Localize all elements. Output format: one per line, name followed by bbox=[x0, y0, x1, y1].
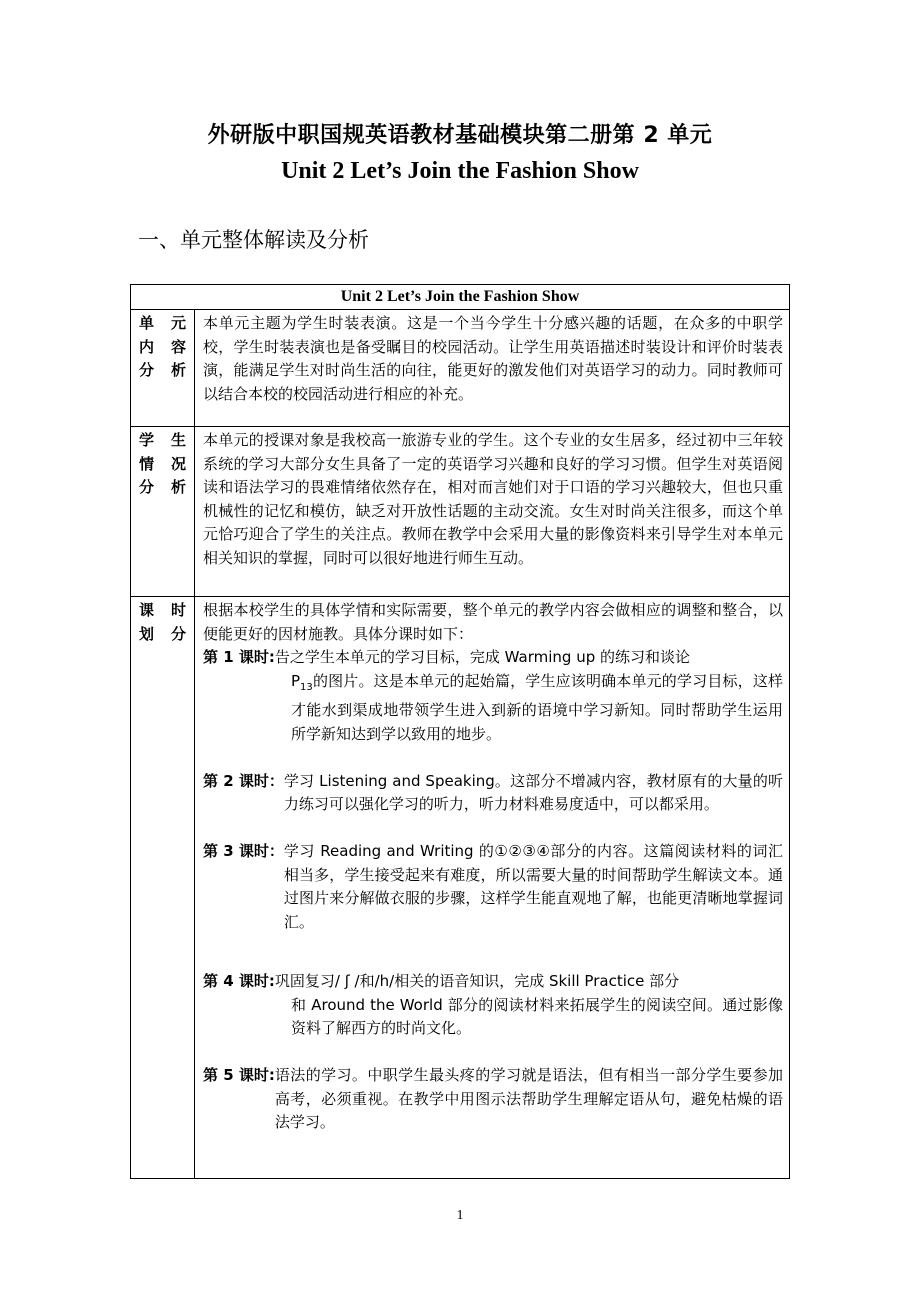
label-line: 单元 bbox=[139, 314, 186, 332]
row-content-student-situation bbox=[195, 427, 790, 597]
lesson-1 bbox=[203, 646, 783, 746]
lesson-4 bbox=[203, 970, 783, 1041]
lesson-text: 学习 Reading and Writing 的①②③④部分的内容。这篇阅读材料的词汇相当多，学生接受起来有难度，所以需要大量的时间帮助学生解读文本。通过图片来分解做衣服的步骤，这样学生能直观地了解，也能更清晰地掌握词汇。 bbox=[283, 842, 783, 931]
label-line: 情况 bbox=[139, 454, 186, 473]
table-header: Unit 2 Let’s Join the Fashion Show bbox=[131, 285, 790, 310]
page-number: 1 bbox=[456, 1208, 464, 1223]
lesson-5 bbox=[203, 1064, 783, 1135]
table-row bbox=[131, 597, 790, 1179]
lesson-label: 第 3 课时： bbox=[203, 842, 284, 860]
intro-paragraph: 根据本校学生的具体学情和实际需要，整个单元的教学内容会做相应的调整和整合，以便能更好的因材施教。具体分课时如下： bbox=[203, 601, 783, 643]
paragraph: 本单元的授课对象是我校高一旅游专业的学生。这个专业的女生居多，经过初中三年较系统的学习大部分女生具备了一定的英语学习兴趣和良好的学习习惯。但学生对英语阅读和语法学习的畏难情绪依然存在，相对而言她们对于口语的学习兴趣较大，但也只重机械性的记忆和模仿，缺乏对开放性话题的主动交流。女生对时尚关注很多，而这个单元恰巧迎合了学生的关注点。教师在教学中会采用大量的影像资料来引导学生对本单元相关知识的掌握，同时可以很好地进行师生互动。 bbox=[203, 431, 783, 567]
section-heading: 一、单元整体解读及分析 bbox=[138, 228, 369, 252]
lesson-text-rest: 的图片。这是本单元的起始篇，学生应该明确本单元的学习目标，这样才能水到渠成地带领学生进入到新的语境中学习新知。同时帮助学生运用所学新知达到学以致用的地步。 bbox=[291, 671, 783, 743]
table-header-row bbox=[131, 285, 790, 310]
row-label-lesson-division bbox=[131, 597, 195, 1179]
lesson-3 bbox=[203, 840, 783, 934]
row-content-lesson-division bbox=[195, 597, 790, 1179]
label-line: 分析 bbox=[139, 478, 186, 496]
table-row bbox=[131, 310, 790, 427]
lesson-text: 学习 Listening and Speaking。这部分不增减内容，教材原有的大量的听力练习可以强化学习的听力，听力材料难易度适中，可以都采用。 bbox=[283, 771, 783, 813]
lesson-label: 第 4 课时: bbox=[203, 972, 275, 990]
page-ref-number: 13 bbox=[300, 681, 313, 693]
lesson-label: 第 2 课时： bbox=[203, 771, 284, 790]
lesson-label: 第 1 课时: bbox=[203, 648, 275, 666]
label-line: 分析 bbox=[139, 361, 186, 379]
lesson-text-continued bbox=[203, 670, 783, 747]
unit-analysis-table bbox=[130, 284, 790, 1179]
label-line: 学生 bbox=[139, 431, 186, 449]
lesson-text: 语法的学习。中职学生最头疼的学习就是语法，但有相当一部分学生要参加高考，必须重视。在教学中用图示法帮助学生理解定语从句，避免枯燥的语法学习。 bbox=[274, 1066, 783, 1131]
document-title-english: Unit 2 Let’s Join the Fashion Show bbox=[281, 158, 639, 184]
lesson-text-continued: 和 Around the World 部分的阅读材料来拓展学生的阅读空间。通过影像资料了解西方的时尚文化。 bbox=[291, 995, 783, 1037]
label-line: 划分 bbox=[139, 624, 186, 643]
lesson-text: 告之学生本单元的学习目标，完成 Warming up 的练习和谈论 bbox=[274, 648, 691, 666]
lesson-label: 第 5 课时: bbox=[203, 1066, 275, 1084]
row-label-student-situation bbox=[131, 427, 195, 597]
row-label-unit-content bbox=[131, 310, 195, 427]
table-row bbox=[131, 427, 790, 597]
label-line: 内容 bbox=[139, 337, 186, 356]
label-line: 课时 bbox=[139, 601, 186, 619]
lesson-2 bbox=[203, 770, 783, 817]
page-ref: P bbox=[291, 671, 301, 690]
row-content-unit-content bbox=[195, 310, 790, 427]
paragraph: 本单元主题为学生时装表演。这是一个当今学生十分感兴趣的话题，在众多的中职学校，学生时装表演也是备受瞩目的校园活动。让学生用英语描述时装设计和评价时装表演，能满足学生对时尚生活的向往，能更好的激发他们对英语学习的动力。同时教师可以结合本校的校园活动进行相应的补充。 bbox=[203, 314, 783, 403]
lesson-text: 巩固复习/ ʃ /和/h/相关的语音知识，完成 Skill Practice 部分 bbox=[274, 972, 680, 990]
document-title-chinese: 外研版中职国规英语教材基础模块第二册第 2 单元 bbox=[207, 123, 713, 148]
